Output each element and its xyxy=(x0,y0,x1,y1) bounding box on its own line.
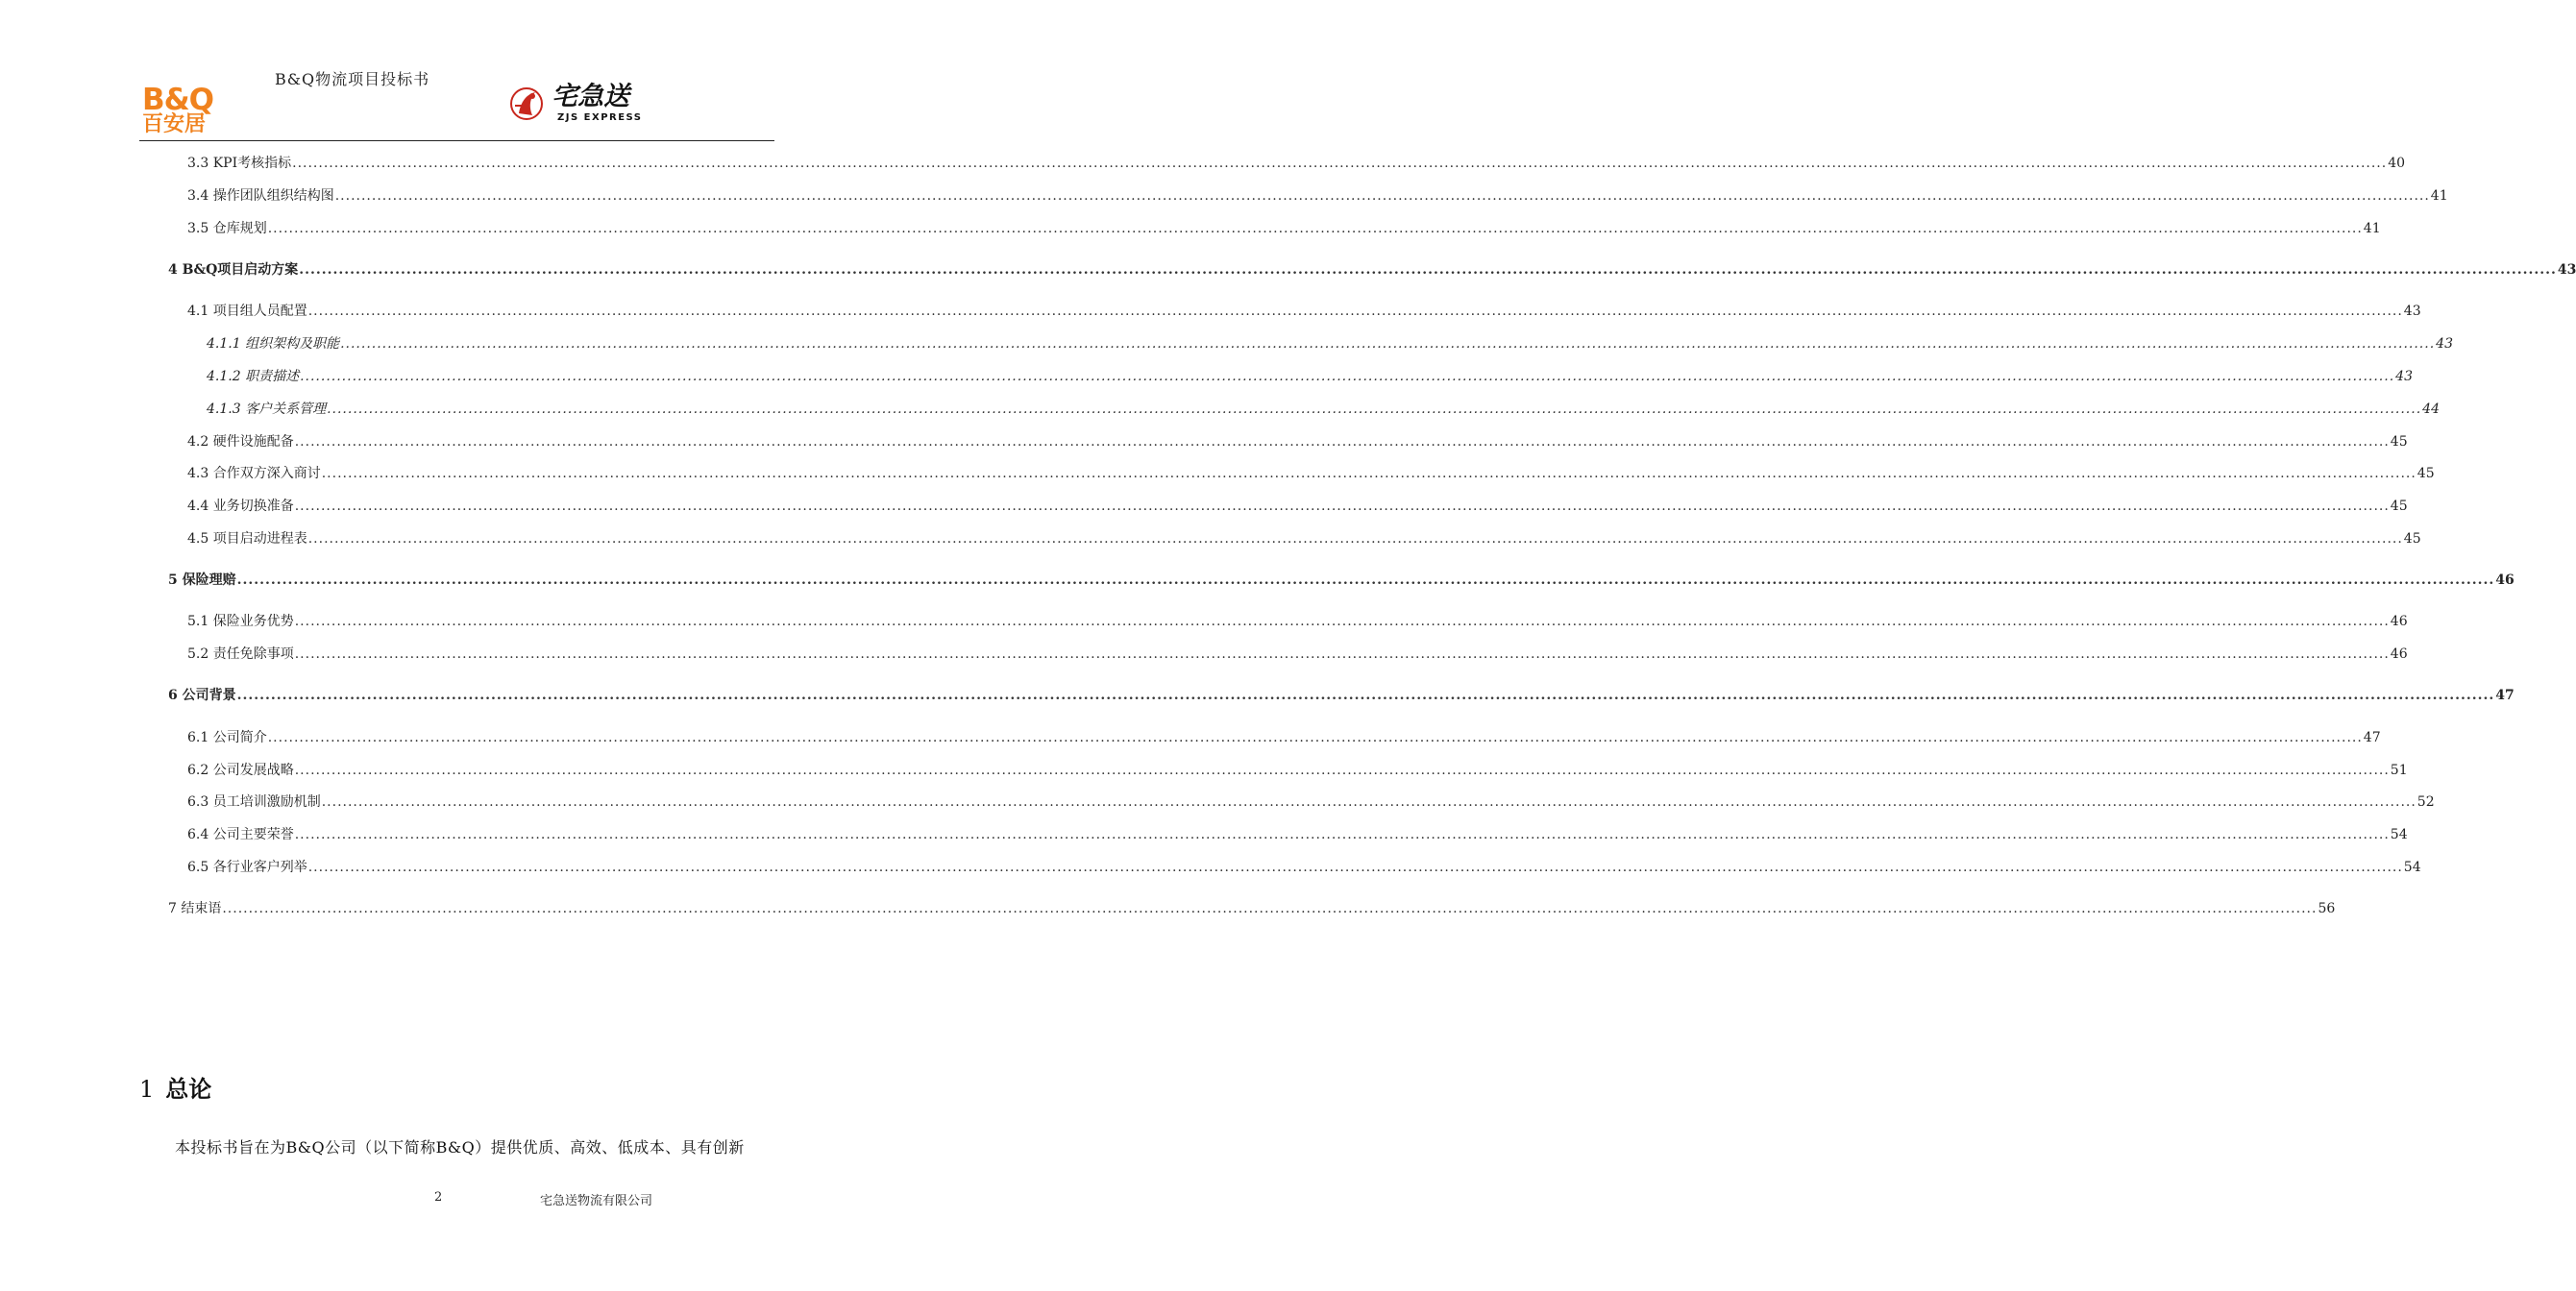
footer-page-number: 2 xyxy=(434,1190,443,1205)
toc-entry-page: 52 xyxy=(2417,794,2435,810)
toc-entry-page: 43 xyxy=(2557,262,2576,278)
toc-entry-page: 54 xyxy=(2390,827,2408,842)
bq-logo xyxy=(142,85,221,138)
toc-entry-label: 4.1 项目组人员配置 xyxy=(187,304,307,319)
toc-entry[interactable] xyxy=(187,825,2408,844)
toc-entry-page: 45 xyxy=(2390,434,2408,450)
toc-entry[interactable] xyxy=(187,792,2435,812)
toc-entry[interactable] xyxy=(207,334,2453,353)
toc-dot-leader: ................................................................................................................................................................................................................................................................................................................................................................................................................ xyxy=(321,466,2417,481)
toc-entry-label: 4.1.3 客户关系管理 xyxy=(207,402,327,417)
toc-entry[interactable] xyxy=(168,260,2576,280)
toc-entry-page: 43 xyxy=(2403,304,2421,319)
toc-entry[interactable] xyxy=(187,728,2381,747)
toc-dot-leader: ................................................................................................................................................................................................................................................................................................................................................................................................................ xyxy=(307,860,2403,875)
header-divider xyxy=(139,140,774,141)
toc-entry-label: 4 B&Q项目启动方案 xyxy=(168,262,299,278)
toc-dot-leader: ................................................................................................................................................................................................................................................................................................................................................................................................................ xyxy=(294,434,2390,450)
toc-dot-leader: ................................................................................................................................................................................................................................................................................................................................................................................................................ xyxy=(236,572,2495,588)
toc-entry-label: 5.2 责任免除事项 xyxy=(187,646,294,662)
toc-dot-leader: ................................................................................................................................................................................................................................................................................................................................................................................................................ xyxy=(292,156,2388,171)
toc-entry-page: 41 xyxy=(2430,188,2448,204)
section-heading xyxy=(139,1070,211,1104)
toc-entry-page: 46 xyxy=(2390,614,2408,629)
toc-entry-page: 47 xyxy=(2363,730,2381,745)
toc-dot-leader: ................................................................................................................................................................................................................................................................................................................................................................................................................ xyxy=(222,901,2318,916)
toc-entry[interactable] xyxy=(187,154,2406,173)
page-header xyxy=(0,0,913,144)
toc-entry[interactable] xyxy=(187,464,2435,483)
toc-dot-leader: ................................................................................................................................................................................................................................................................................................................................................................................................................ xyxy=(327,402,2422,417)
toc-entry-page: 56 xyxy=(2318,901,2336,916)
toc-entry-label: 5.1 保险业务优势 xyxy=(187,614,294,629)
toc-entry-page: 45 xyxy=(2390,499,2408,514)
bq-logo-cn: 百安居 xyxy=(142,112,207,136)
toc-entry[interactable] xyxy=(207,400,2440,419)
toc-entry-page: 44 xyxy=(2422,402,2440,417)
toc-entry-page: 47 xyxy=(2495,688,2515,703)
bq-logo-text: B&Q xyxy=(142,83,214,117)
toc-entry-label: 7 结束语 xyxy=(168,901,222,916)
toc-entry[interactable] xyxy=(187,529,2421,548)
toc-entry-label: 6.2 公司发展战略 xyxy=(187,763,294,778)
toc-dot-leader: ................................................................................................................................................................................................................................................................................................................................................................................................................ xyxy=(299,262,2557,278)
zjs-emblem-icon xyxy=(509,85,546,123)
toc-entry-label: 6.5 各行业客户列举 xyxy=(187,860,307,875)
toc-entry[interactable] xyxy=(187,645,2408,664)
toc-entry[interactable] xyxy=(168,686,2515,705)
toc-entry-label: 4.1.2 职责描述 xyxy=(207,369,300,384)
toc-dot-leader: ................................................................................................................................................................................................................................................................................................................................................................................................................ xyxy=(340,336,2436,352)
toc-dot-leader: ................................................................................................................................................................................................................................................................................................................................................................................................................ xyxy=(294,646,2390,662)
toc-entry-page: 46 xyxy=(2495,572,2515,588)
toc-entry-label: 4.3 合作双方深入商讨 xyxy=(187,466,321,481)
toc-entry-label: 6.1 公司简介 xyxy=(187,730,267,745)
toc-dot-leader: ................................................................................................................................................................................................................................................................................................................................................................................................................ xyxy=(294,499,2390,514)
footer-company: 宅急送物流有限公司 xyxy=(540,1194,653,1208)
toc-dot-leader: ................................................................................................................................................................................................................................................................................................................................................................................................................ xyxy=(300,369,2395,384)
toc-entry[interactable] xyxy=(168,571,2515,590)
toc-entry[interactable] xyxy=(187,497,2408,516)
toc-entry[interactable] xyxy=(187,186,2448,206)
toc-entry-page: 41 xyxy=(2363,221,2381,236)
toc-entry-label: 5 保险理赔 xyxy=(168,572,236,588)
toc-dot-leader: ................................................................................................................................................................................................................................................................................................................................................................................................................ xyxy=(294,827,2390,842)
toc-entry-label: 4.2 硬件设施配备 xyxy=(187,434,294,450)
toc-entry[interactable] xyxy=(187,761,2408,780)
toc-entry-label: 4.4 业务切换准备 xyxy=(187,499,294,514)
toc-dot-leader: ................................................................................................................................................................................................................................................................................................................................................................................................................ xyxy=(236,688,2495,703)
toc-entry-label: 4.1.1 组织架构及职能 xyxy=(207,336,340,352)
toc-entry-label: 3.5 仓库规划 xyxy=(187,221,267,236)
toc-dot-leader: ................................................................................................................................................................................................................................................................................................................................................................................................................ xyxy=(307,531,2403,547)
toc-entry-label: 3.3 KPI考核指标 xyxy=(187,156,292,171)
toc-entry[interactable] xyxy=(187,858,2421,877)
toc-entry[interactable] xyxy=(187,432,2408,451)
document-title: B&Q物流项目投标书 xyxy=(275,70,430,88)
section-title-text: 总论 xyxy=(165,1076,212,1103)
toc-entry[interactable] xyxy=(168,899,2336,918)
toc-dot-leader: ................................................................................................................................................................................................................................................................................................................................................................................................................ xyxy=(267,221,2363,236)
toc-entry[interactable] xyxy=(187,612,2408,631)
intro-paragraph: 本投标书旨在为B&Q公司（以下简称B&Q）提供优质、高效、低成本、具有创新 xyxy=(175,1138,745,1157)
toc-entry-page: 46 xyxy=(2390,646,2408,662)
zjs-logo-cn: 宅急送 xyxy=(552,82,629,111)
toc-entry-page: 43 xyxy=(2436,336,2453,352)
toc-entry-label: 4.5 项目启动进程表 xyxy=(187,531,307,547)
toc-entry-page: 40 xyxy=(2388,156,2406,171)
toc-entry-label: 6 公司背景 xyxy=(168,688,236,703)
toc-entry-page: 54 xyxy=(2403,860,2421,875)
toc-entry-label: 6.4 公司主要荣誉 xyxy=(187,827,294,842)
toc-entry-page: 43 xyxy=(2395,369,2413,384)
toc-dot-leader: ................................................................................................................................................................................................................................................................................................................................................................................................................ xyxy=(321,794,2417,810)
toc-entry-page: 45 xyxy=(2417,466,2435,481)
toc-dot-leader: ................................................................................................................................................................................................................................................................................................................................................................................................................ xyxy=(294,763,2390,778)
toc-entry-label: 3.4 操作团队组织结构图 xyxy=(187,188,334,204)
toc-entry[interactable] xyxy=(207,367,2413,386)
toc-entry-page: 51 xyxy=(2390,763,2408,778)
zjs-logo-en: ZJS EXPRESS xyxy=(557,112,643,123)
toc-dot-leader: ................................................................................................................................................................................................................................................................................................................................................................................................................ xyxy=(267,730,2363,745)
zjs-logo xyxy=(509,83,653,127)
toc-entry[interactable] xyxy=(187,219,2381,238)
toc-entry[interactable] xyxy=(187,302,2421,321)
toc-entry-page: 45 xyxy=(2403,531,2421,547)
section-number: 1 xyxy=(139,1076,155,1103)
toc-entry-label: 6.3 员工培训激励机制 xyxy=(187,794,321,810)
toc-dot-leader: ................................................................................................................................................................................................................................................................................................................................................................................................................ xyxy=(294,614,2390,629)
toc-dot-leader: ................................................................................................................................................................................................................................................................................................................................................................................................................ xyxy=(334,188,2430,204)
toc-dot-leader: ................................................................................................................................................................................................................................................................................................................................................................................................................ xyxy=(307,304,2403,319)
